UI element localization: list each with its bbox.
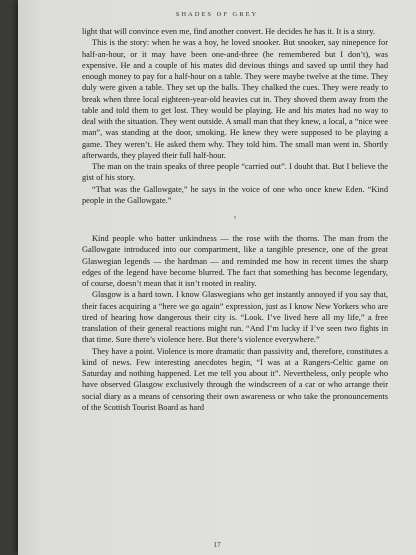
section-divider: ° [233, 215, 237, 223]
paragraph: “That was the Gallowgate,” he says in the voice of one who once knew Eden. “Kind people in the Gallowgate.” [82, 184, 388, 205]
paragraph: Kind people who batter unkindness — the rose with the thorns. The man from the Gallowgate introduced into our compartment, like a tangible presence, one of the great Glaswegian legends — the hardman — and reminded me how in recent times the sharp edges of the legend have become blurred. The fact that something has become legendary, of course, doesn’t mean that it isn’t rooted in reality. [82, 234, 388, 288]
running-head: SHADES OF GREY [175, 11, 259, 18]
paragraph: The man on the train speaks of three people “carried out”. I doubt that. But I believe the gist of his story. [82, 162, 388, 183]
paragraph: Glasgow is a hard town. I know Glaswegians who get instantly annoyed if you say that, their faces acquiring a “here we go again” expression, just as I know New Yorkers who are tired of hearing how dangerous their city is. “Look. I’ve lived here all my life,” a free translation of their general reactions might run. “And I’m lucky if I’ve seen two fights in that time. Sure there’s violence here. But there’s violence everywhere.” [82, 290, 388, 345]
book-page [18, 0, 416, 555]
body-text [82, 26, 388, 413]
paragraph: They have a point. Violence is more dramatic than passivity and, therefore, constitutes a kind of news. Few interesting anecdotes begin, “I was at a Rangers-Celtic game on Saturday and nothing happened. Let me tell you about it”. Nevertheless, only people who have observed Glasgow exclusively through the windscreen of a car or who arrange their social diary as a means of censoring their own awareness or who take the pronouncements of the Scottish Tourist Board as hard [82, 346, 388, 412]
paragraph: This is the story: when he was a boy, he loved snooker. But snooker, say ninepence for half-an-hour, or it may have been one-and-three (he remembered but I don’t), was expensive. He and a couple of his mates did devious things and saved up until they had enough money to pay for a half-hour on a table. They were maybe twelve at the time. They duly were given a table. They set up the balls. They chalked the cues. They were ready to break when three local eighteen-year-old heavies cut in. They shoved them away from the table and told them to get lost. They would be playing. He and his mates had no way to deal with the situation. They went outside. A small man that they knew, a local, a “nice wee man”, was standing at the door, smoking. He knew they were supposed to be playing a game. They weren’t. He asked them why. They told him. The small man went in. Shortly afterwards, they played their full half-hour. [82, 38, 388, 160]
paragraph: light that will convince even me, find another convert. He decides he has it. It is a story. [82, 27, 376, 36]
page-number: 17 [213, 540, 221, 549]
